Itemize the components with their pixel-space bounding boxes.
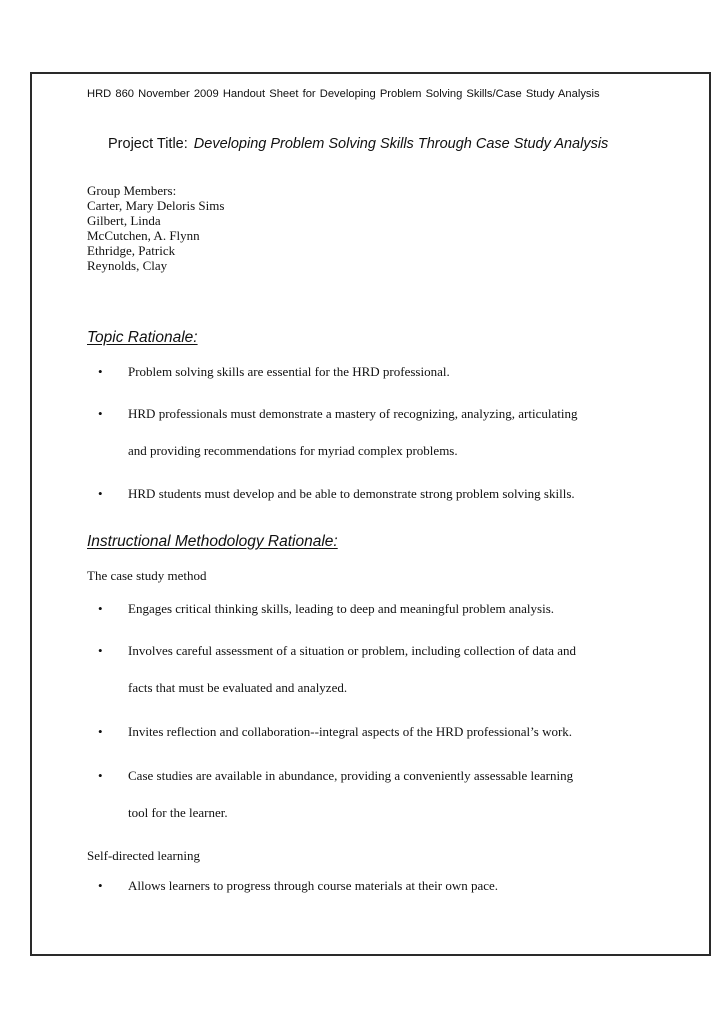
topic-rationale-heading: Topic Rationale:: [87, 329, 198, 346]
list-item-continued: and providing recommendations for myriad complex problems.: [128, 443, 458, 458]
bullet-icon: •: [98, 878, 103, 893]
bullet-icon: •: [98, 486, 103, 501]
bullet-icon: •: [98, 643, 103, 658]
bullet-icon: •: [98, 724, 103, 739]
group-members: [87, 183, 224, 273]
list-item-continued: tool for the learner.: [128, 805, 228, 820]
list-item: Problem solving skills are essential for the HRD professional.: [128, 364, 450, 379]
instructional-rationale-heading: Instructional Methodology Rationale:: [87, 533, 338, 550]
member-name: Carter, Mary Deloris Sims: [87, 198, 225, 213]
self-directed-intro: Self-directed learning: [87, 848, 200, 863]
list-item: HRD professionals must demonstrate a mastery of recognizing, analyzing, articulating: [128, 406, 578, 421]
list-item: Involves careful assessment of a situation or problem, including collection of data and: [128, 643, 577, 658]
member-name: Ethridge, Patrick: [87, 243, 176, 258]
list-item: Engages critical thinking skills, leading to deep and meaningful problem analysis.: [128, 601, 555, 616]
bullet-icon: •: [98, 601, 103, 616]
header-line: HRD 860 November 2009 Handout Sheet for Developing Problem Solving Skills/Case Study Analysis: [87, 88, 600, 100]
project-title-text: Developing Problem Solving Skills Through Case Study Analysis: [193, 136, 609, 152]
list-item: Invites reflection and collaboration--integral aspects of the HRD professional’s work.: [128, 724, 573, 739]
group-members-label: Group Members:: [87, 183, 177, 198]
project-title-label: Project Title:: [108, 136, 188, 152]
list-item: HRD students must develop and be able to demonstrate strong problem solving skills.: [128, 486, 575, 501]
bullet-icon: •: [98, 768, 103, 783]
member-name: Reynolds, Clay: [87, 258, 168, 273]
case-study-intro: The case study method: [87, 568, 207, 583]
list-item: Case studies are available in abundance, providing a conveniently assessable learning: [128, 768, 574, 783]
list-item-continued: facts that must be evaluated and analyzed.: [128, 680, 348, 695]
member-name: McCutchen, A. Flynn: [87, 228, 200, 243]
bullet-icon: •: [98, 364, 103, 379]
project-title: [108, 136, 608, 152]
bullet-icon: •: [98, 406, 103, 421]
list-item: Allows learners to progress through course materials at their own pace.: [128, 878, 499, 893]
member-name: Gilbert, Linda: [87, 213, 161, 228]
